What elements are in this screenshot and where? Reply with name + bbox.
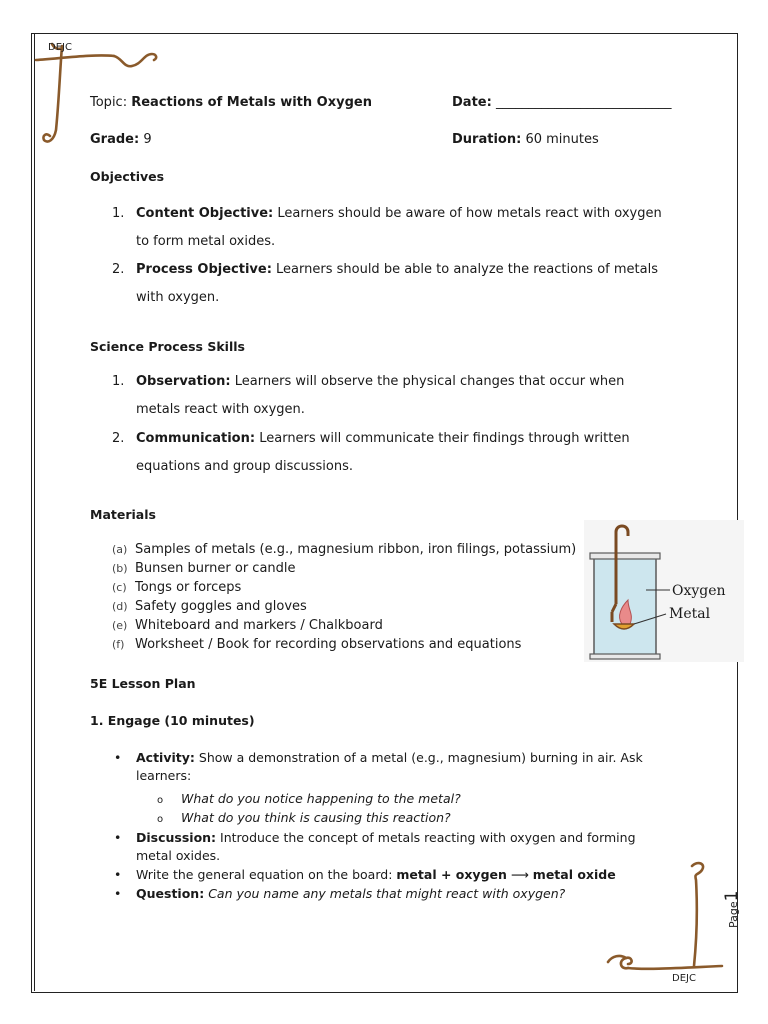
sub-question-text: What do you notice happening to the metal?	[181, 791, 461, 806]
page-number-label	[722, 868, 742, 928]
material-text: Bunsen burner or candle	[135, 561, 296, 576]
objective-number: 2.	[112, 262, 125, 277]
objective-title: Process Objective:	[136, 262, 272, 277]
grade-label: Grade:	[90, 132, 140, 147]
equation-left: metal + oxygen	[396, 867, 507, 882]
material-text: Whiteboard and markers / Chalkboard	[135, 618, 383, 633]
material-letter: (d)	[112, 600, 128, 613]
equation-right: metal oxide	[532, 867, 616, 882]
skill-text: Learners will observe the physical changes that occur when metals react with oxygen.	[136, 374, 625, 417]
discussion-bullet: • Discussion: Introduce the concept of metals reacting with oxygen and forming metal oxides.	[114, 830, 636, 863]
sub-question: o What do you think is causing this reaction?	[157, 810, 451, 825]
material-text: Worksheet / Book for recording observations and equations	[135, 637, 522, 652]
skill-title: Observation:	[136, 374, 231, 389]
metal-label: Metal	[669, 606, 711, 622]
objective-item	[112, 200, 672, 256]
date-blank: ___________________________	[495, 95, 672, 110]
material-item	[112, 580, 241, 595]
material-item	[112, 542, 576, 557]
material-letter: (c)	[112, 581, 127, 594]
page-label-text: Page	[727, 901, 740, 928]
skill-item	[112, 368, 672, 424]
page-border-inner-line	[34, 33, 35, 991]
arrow-right-icon: ⟶	[510, 867, 529, 882]
material-letter: (a)	[112, 543, 128, 556]
engage-heading: 1. Engage (10 minutes)	[90, 713, 255, 728]
date-line	[452, 95, 671, 110]
material-item	[112, 561, 296, 576]
skill-number: 2.	[112, 431, 125, 446]
skill-item	[112, 425, 672, 481]
sub-question-text: What do you think is causing this reaction?	[181, 810, 451, 825]
material-text: Samples of metals (e.g., magnesium ribbon, iron filings, potassium)	[135, 542, 577, 557]
skill-number: 1.	[112, 374, 125, 389]
objective-item	[112, 256, 672, 312]
skill-text: Learners will communicate their findings through written equations and group discussions.	[136, 431, 630, 474]
material-letter: (f)	[112, 638, 125, 651]
activity-text: Show a demonstration of a metal (e.g., magnesium) burning in air. Ask learners:	[136, 750, 643, 783]
question-text: Can you name any metals that might react with oxygen?	[208, 886, 566, 901]
material-text: Tongs or forceps	[135, 580, 242, 595]
objective-text: Learners should be able to analyze the reactions of metals with oxygen.	[136, 262, 658, 305]
objectives-heading: Objectives	[90, 169, 165, 184]
corner-label-bottom-right: DEJC	[672, 973, 696, 984]
question-title: Question:	[136, 886, 205, 901]
sub-question: o What do you notice happening to the metal?	[157, 791, 461, 806]
material-item	[112, 618, 383, 633]
corner-label-top-left: DEJC	[48, 42, 72, 53]
grade-value: 9	[143, 132, 152, 147]
objective-title: Content Objective:	[136, 206, 274, 221]
material-item	[112, 599, 307, 614]
topic-line	[90, 95, 372, 110]
activity-title: Activity:	[136, 750, 195, 765]
objective-text: Learners should be aware of how metals react with oxygen to form metal oxides.	[136, 206, 662, 249]
material-item	[112, 637, 521, 652]
objective-number: 1.	[112, 206, 125, 221]
lesson-plan-heading: 5E Lesson Plan	[90, 676, 196, 691]
duration-label: Duration:	[452, 132, 522, 147]
materials-heading: Materials	[90, 507, 156, 522]
discussion-text: Introduce the concept of metals reacting with oxygen and forming metal oxides.	[136, 830, 636, 863]
grade-line	[90, 132, 152, 147]
discussion-title: Discussion:	[136, 830, 217, 845]
question-bullet: • Question: Can you name any metals that might react with oxygen?	[114, 886, 566, 901]
duration-value: 60 minutes	[525, 132, 599, 147]
topic-value: Reactions of Metals with Oxygen	[131, 95, 372, 110]
topic-label: Topic:	[90, 95, 128, 110]
material-letter: (e)	[112, 619, 128, 632]
date-label: Date:	[452, 95, 492, 110]
skills-heading: Science Process Skills	[90, 339, 245, 354]
material-letter: (b)	[112, 562, 128, 575]
equation-bullet: • Write the general equation on the board: metal + oxygen ⟶ metal oxide	[114, 867, 616, 882]
oxygen-label: Oxygen	[672, 583, 726, 599]
skill-title: Communication:	[136, 431, 256, 446]
ornament-bottom-right-icon	[598, 856, 734, 982]
equation-intro: Write the general equation on the board:	[136, 867, 393, 882]
activity-bullet: • Activity: Show a demonstration of a metal (e.g., magnesium) burning in air. Ask learners:	[114, 750, 643, 783]
page-number: 1	[722, 890, 742, 902]
duration-line	[452, 132, 599, 147]
material-text: Safety goggles and gloves	[135, 599, 307, 614]
